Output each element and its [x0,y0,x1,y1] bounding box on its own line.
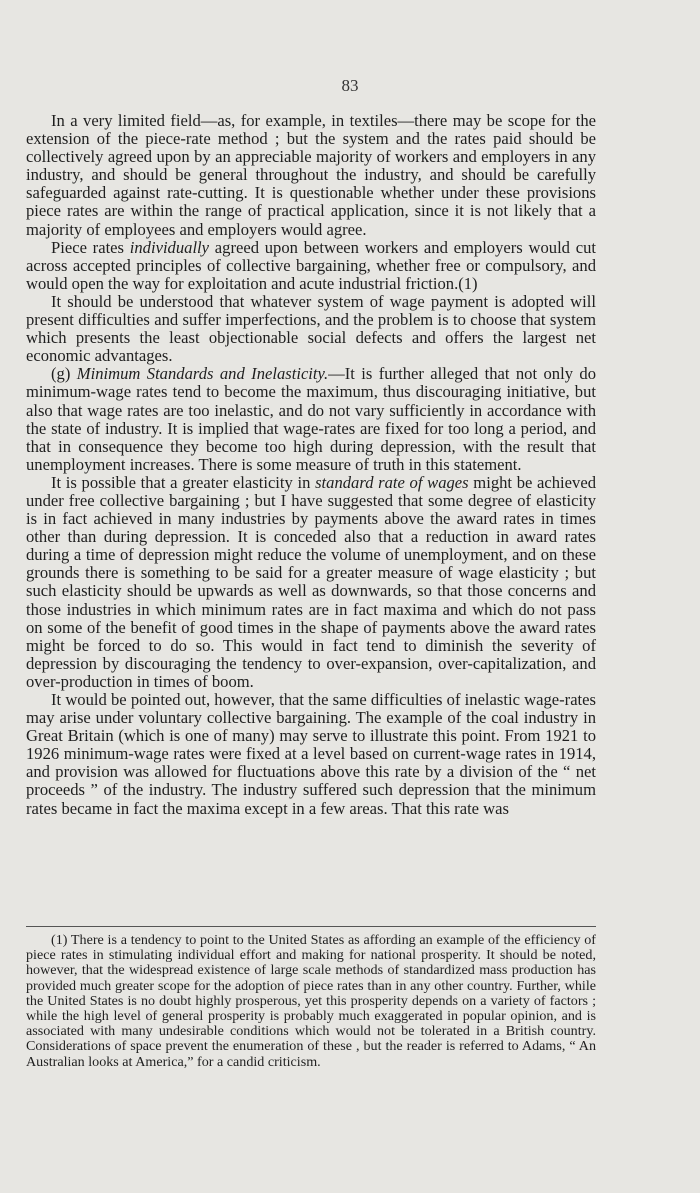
page-number: 83 [341,76,359,95]
main-text [26,112,596,818]
paragraph-6: It would be pointed out, however, that the same difficulties of inelastic wage-rates may arise under voluntary collective bargaining. The example of the coal industry in Great Britain (which is one of many) may serve to illustrate this point. From 1921 to 1926 minimum-wage rates were fixed at a level based on current-wage rates in 1914, and provision was allowed for fluctuations above this rate by a division of the “ net proceeds ” of the industry. The industry suffered such depression that the minimum rates became in fact the maxima except in a few areas. That this rate was [26,690,596,818]
paragraph-2: Piece rates individually agreed upon between workers and employers would cut across accepted principles of collective bargaining, whether free or compulsory, and would open the way for exploitation and acute industrial friction.(1) [26,237,596,293]
footnotes [26,933,596,1070]
section-label: (g) [51,364,77,384]
footnote-1: (1) There is a tendency to point to the United States as affording an example of the efficiency of piece rates in stimulating individual effort and making for national prosperity. It should be noted, however, that the widespread existence of large scale methods of standardized mass production has provided much greater scope for the adoption of piece rates than in any other country. Further, while the United States is no doubt highly prosperous, yet this prosperity depends on a variety of factors ; while the high level of general prosperity is probably much exaggerated in popular opinion, and is associated with many undesirable conditions which would not be tolerated in a British country. Considerations of space prevent the enumeration of these , but the reader is referred to Adams, “ An Australian looks at America,” for a candid criticism. [26,932,596,1070]
section-heading: Minimum Standards and Inelasticity. [76,364,329,384]
footnote-divider [26,926,596,927]
paragraph-4: (g) Minimum Standards and Inelasticity.—It is further alleged that not only do minimum-wage rates tend to become the maximum, thus discouraging initiative, but also that wage rates are too inelastic, and do not vary sufficiently in accordance with the state of industry. It is implied that wage-rates are fixed for too long a period, and that in consequence they become too high during depression, with the result that unemployment increases. There is some measure of truth in this statement. [26,364,596,474]
paragraph-1: In a very limited field—as, for example, in textiles—there may be scope for the extension of the piece-rate method ; but the system and the rates paid should be collectively agreed upon by an appreciable majority of workers and employers in any industry, and should be general throughout the industry, and should be carefully safeguarded against rate-cutting. It is questionable whether under these provisions piece rates are within the range of practical application, since it is not likely that a majority of employees and employers would agree. [26,111,596,239]
italic-emphasis: individually [129,237,210,257]
paragraph-3: It should be understood that whatever system of wage payment is adopted will present difficulties and suffer imperfections, and the problem is to choose that system which presents the least objectionable social defects and offers the largest net economic advantages. [26,291,596,366]
paragraph-5: It is possible that a greater elasticity in standard rate of wages might be achieved under free collective bargaining ; but I have suggested that some degree of elasticity is in fact achieved in many industries by payments above the award rates in times other than during depression. It is conceded also that a reduction in award rates during a time of depression might reduce the volume of unemployment, and on these grounds there is something to be said for a greater measure of wage elasticity ; but such elasticity should be upwards as well as downwards, so that those concerns and those industries in which minimum rates are in fact maxima and which do not pass on some of the benefit of good times in the shape of payments above the award rates might be forced to do so. This would in fact tend to diminish the severity of depression by discouraging the tendency to over-expansion, over-capitalization, and over-production in times of boom. [26,472,596,691]
italic-emphasis: standard rate of wages [315,472,469,492]
